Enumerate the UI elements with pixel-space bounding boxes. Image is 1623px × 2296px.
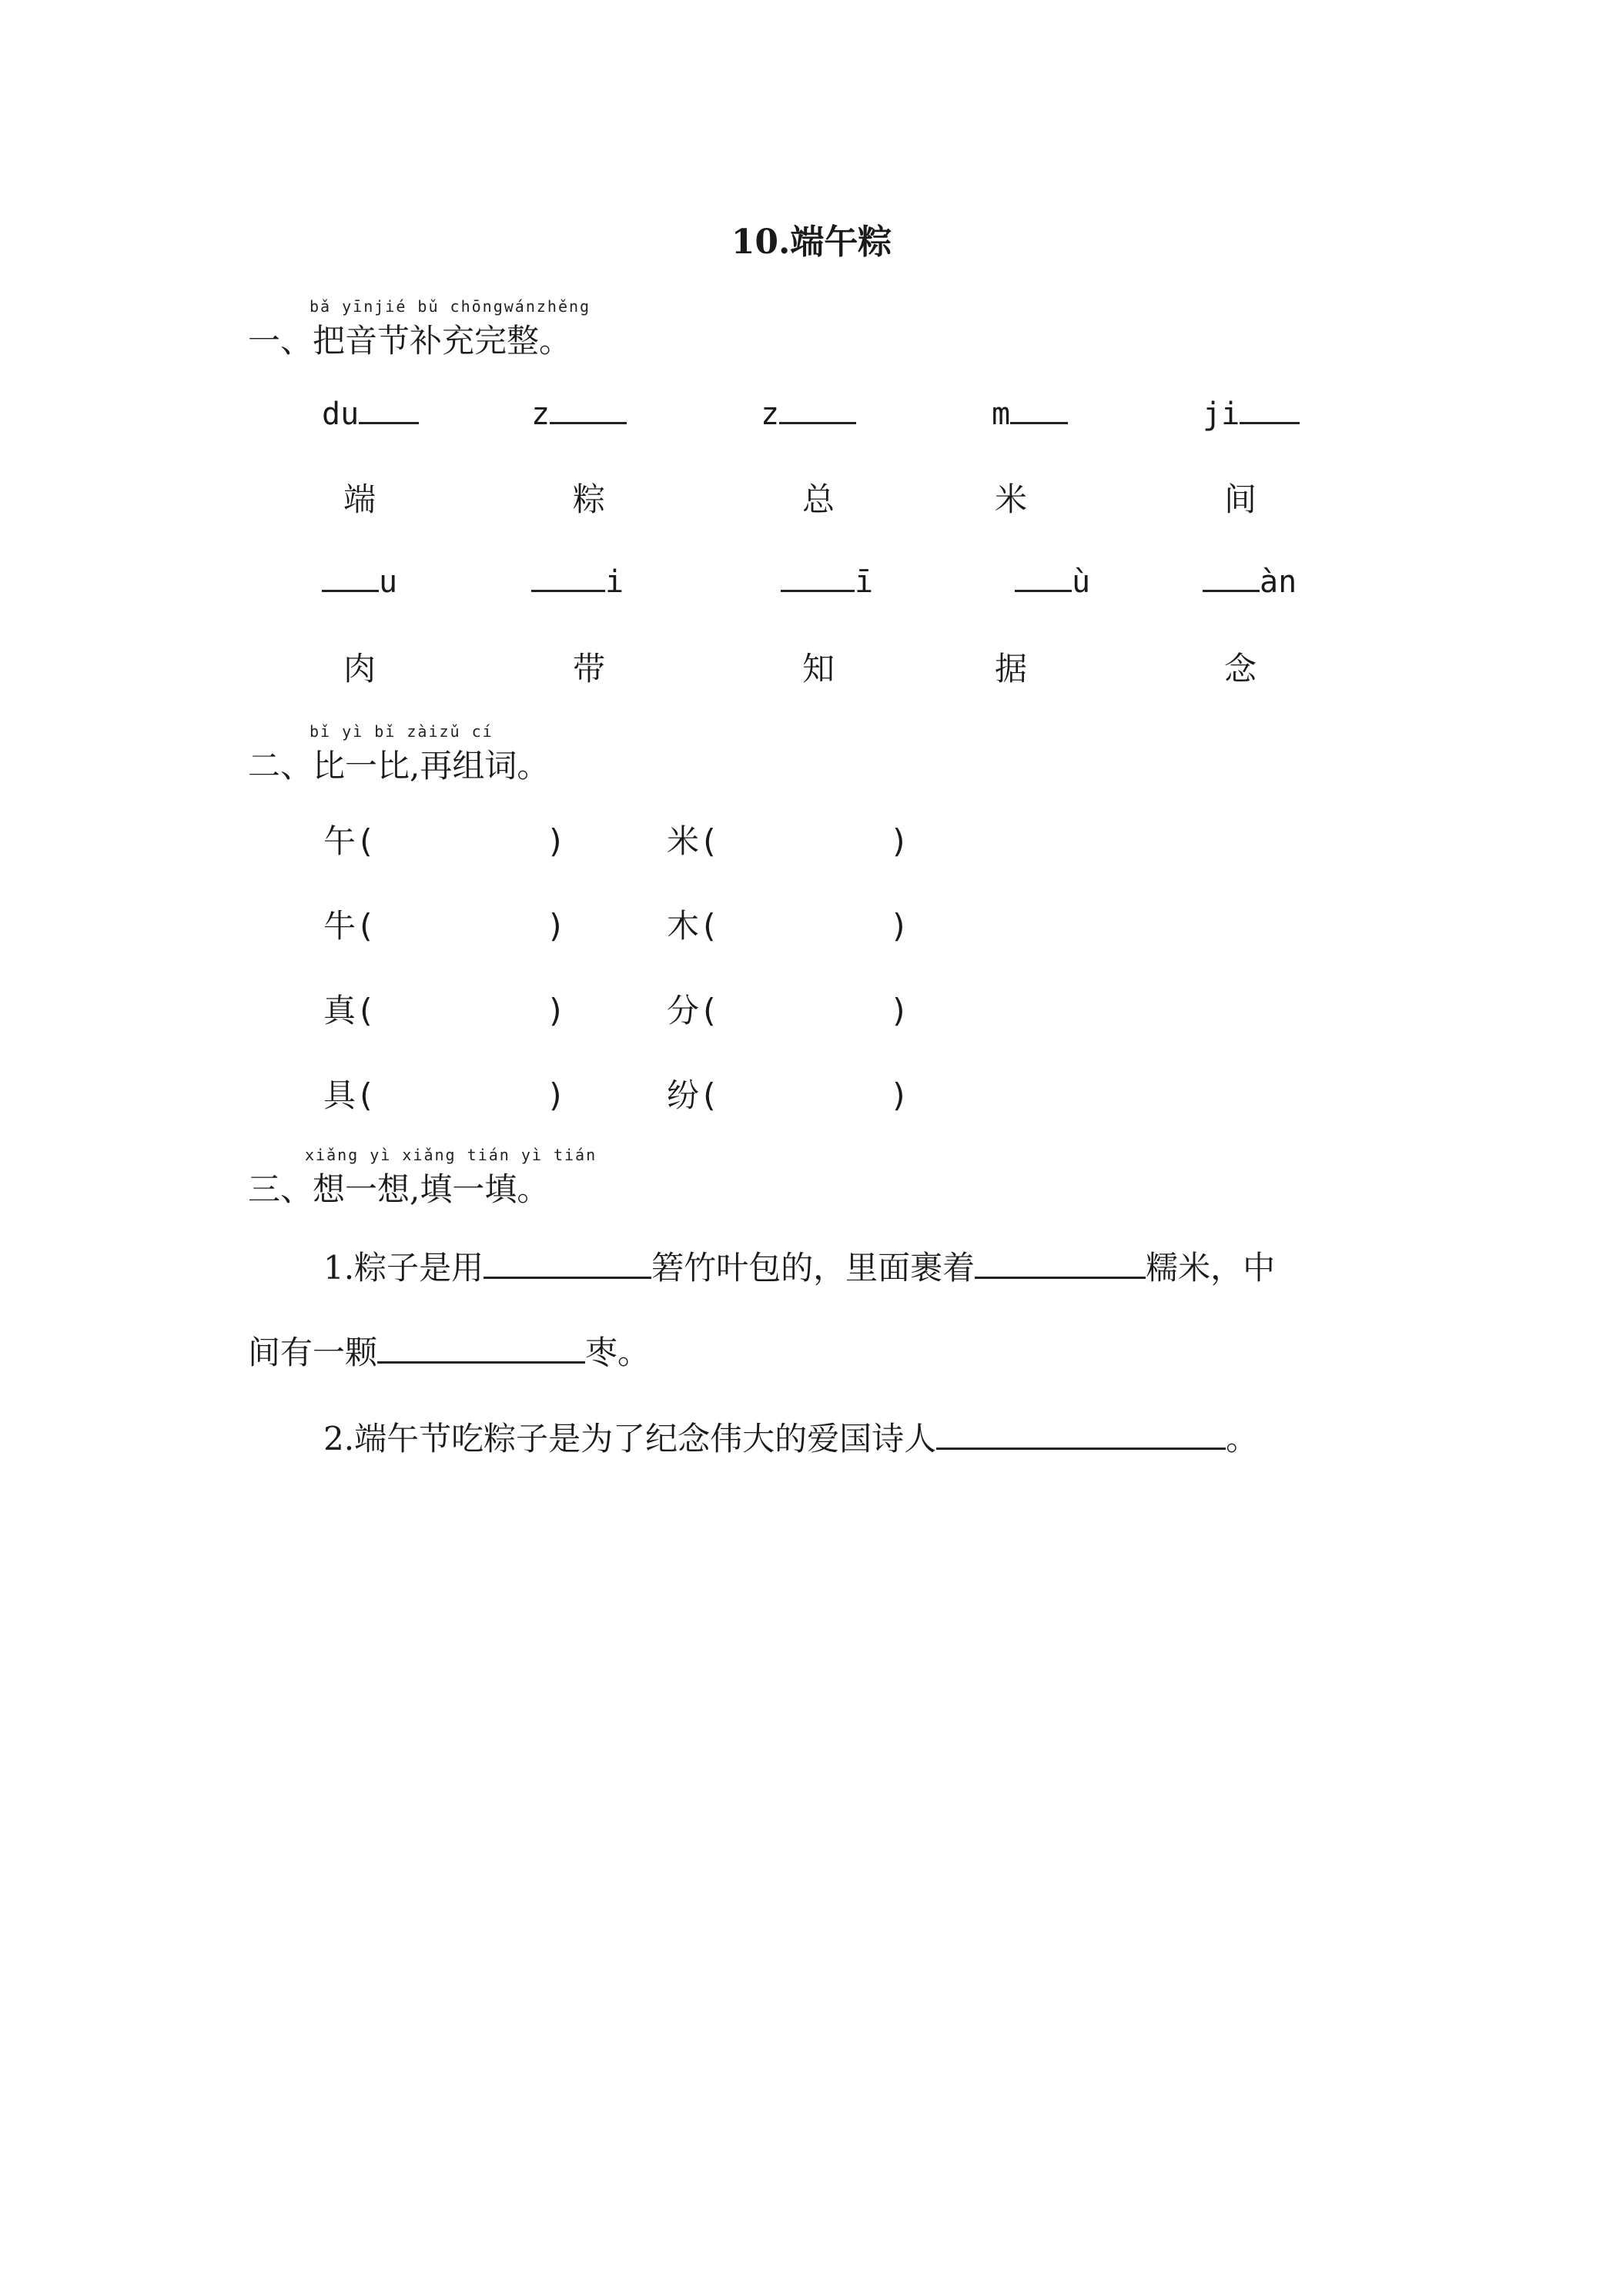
question-text: 枣。 [585,1334,651,1371]
syllable-blank[interactable] [322,394,419,432]
syllable-suffix: ù [1072,564,1091,600]
open-paren: ( [356,992,376,1029]
open-paren: ( [356,907,376,945]
question-text: 2.端午节吃粽子是为了纪念伟大的爱国诗人 [323,1420,937,1458]
character: 肉 [343,650,376,688]
syllable-prefix: m [992,397,1011,432]
compare-character: 纷 [667,1076,700,1114]
answer-line[interactable] [322,562,379,592]
character: 带 [573,650,606,688]
question-text: 糯米，中 [1146,1249,1276,1287]
close-paren: ) [546,822,566,860]
syllable-blank[interactable] [992,394,1068,432]
page-title: 10.端午粽 [731,223,892,262]
open-paren: ( [699,992,719,1029]
open-paren: ( [699,907,719,945]
answer-line[interactable] [359,394,419,424]
open-paren: ( [356,822,376,860]
section3-pinyin: xiǎng yì xiǎng tián yì tián [305,1146,597,1164]
character: 据 [995,650,1028,688]
syllable-blank[interactable] [531,394,627,432]
section3-heading: 三、想一想,填一填。 [248,1170,550,1208]
syllable-prefix: z [761,397,780,432]
word-group-item[interactable] [323,901,566,947]
compare-character: 具 [323,1076,356,1114]
syllable-blank[interactable] [1015,562,1090,600]
compare-character: 午 [323,822,356,860]
answer-line[interactable] [936,1421,1226,1450]
syllable-suffix: ī [855,564,874,600]
question-text: 。 [1226,1420,1259,1458]
syllable-prefix: ji [1203,397,1240,432]
compare-character: 分 [667,992,700,1029]
close-paren: ) [889,907,909,945]
section2-heading: 二、比一比,再组词。 [248,747,550,785]
syllable-blank[interactable] [531,562,624,600]
compare-character: 牛 [323,907,356,945]
close-paren: ) [889,1076,909,1114]
syllable-suffix: i [605,564,624,600]
question-1-line1 [323,1243,1275,1289]
character: 念 [1224,650,1257,688]
syllable-blank[interactable] [761,394,856,432]
question-text: 1.粽子是用 [323,1249,484,1287]
answer-line[interactable] [484,1250,651,1279]
close-paren: ) [546,992,566,1029]
word-group-item[interactable] [667,816,909,862]
word-group-item[interactable] [323,986,566,1032]
word-group-item[interactable] [323,816,566,862]
character: 端 [343,480,376,518]
character: 间 [1224,480,1257,518]
question-text: 箬竹叶包的，里面裹着 [651,1249,975,1287]
question-1-line2 [248,1327,650,1374]
syllable-prefix: z [531,397,550,432]
compare-character: 木 [667,907,700,945]
answer-line[interactable] [781,562,855,592]
answer-line[interactable] [1203,562,1260,592]
close-paren: ) [546,1076,566,1114]
word-group-item[interactable] [667,901,909,947]
compare-character: 米 [667,822,700,860]
syllable-suffix: u [379,564,398,600]
word-group-item[interactable] [667,986,909,1032]
open-paren: ( [699,822,719,860]
close-paren: ) [889,822,909,860]
open-paren: ( [699,1076,719,1114]
syllable-blank[interactable] [1203,394,1300,432]
answer-line[interactable] [779,394,856,424]
word-group-item[interactable] [323,1070,566,1116]
section2-pinyin: bǐ yì bǐ zàizǔ cí [310,722,494,741]
word-group-item[interactable] [667,1070,909,1116]
answer-line[interactable] [975,1250,1146,1279]
syllable-blank[interactable] [322,562,397,600]
character: 米 [995,480,1028,518]
answer-line[interactable] [1010,394,1068,424]
section1-pinyin: bǎ yīnjié bǔ chōngwánzhěng [310,297,591,316]
character: 总 [802,480,835,518]
close-paren: ) [889,992,909,1029]
answer-line[interactable] [531,562,605,592]
answer-line[interactable] [1240,394,1300,424]
section1-heading: 一、把音节补充完整。 [248,322,572,360]
character: 粽 [573,480,606,518]
answer-line[interactable] [377,1335,585,1364]
open-paren: ( [356,1076,376,1114]
close-paren: ) [546,907,566,945]
syllable-prefix: du [322,397,360,432]
syllable-suffix: àn [1260,564,1297,600]
syllable-blank[interactable] [781,562,873,600]
compare-character: 真 [323,992,356,1029]
answer-line[interactable] [550,394,627,424]
question-2 [323,1414,1258,1460]
question-text: 间有一颗 [248,1334,378,1371]
character: 知 [802,650,835,688]
syllable-blank[interactable] [1203,562,1297,600]
answer-line[interactable] [1015,562,1072,592]
